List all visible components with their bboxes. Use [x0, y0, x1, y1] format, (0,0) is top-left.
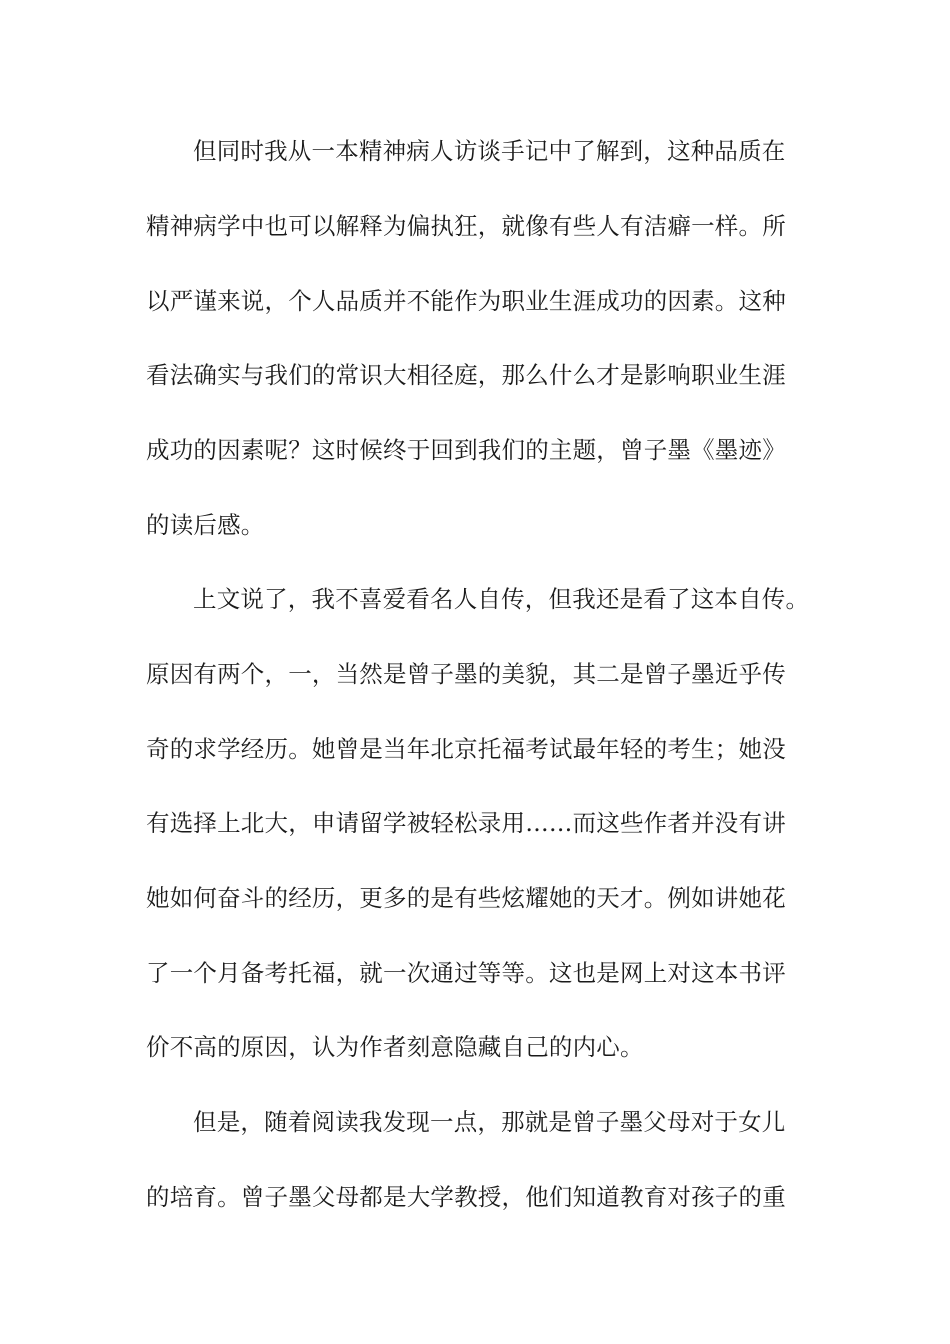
paragraph-1-line-4: 看法确实与我们的常识大相径庭，那么什么才是影响职业生涯	[146, 361, 786, 389]
paragraph-2-line-7: 价不高的原因，认为作者刻意隐藏自己的内心。	[146, 1033, 644, 1061]
paragraph-2-line-6: 了一个月备考托福，就一次通过等等。这也是网上对这本书评	[146, 959, 786, 987]
paragraph-1-line-3: 以严谨来说，个人品质并不能作为职业生涯成功的因素。这种	[146, 287, 786, 315]
paragraph-1-line-5: 成功的因素呢？这时候终于回到我们的主题，曾子墨《墨迹》	[146, 436, 786, 464]
paragraph-2-line-4: 有选择上北大，申请留学被轻松录用……而这些作者并没有讲	[146, 809, 786, 837]
paragraph-2-line-2: 原因有两个，一，当然是曾子墨的美貌，其二是曾子墨近乎传	[146, 660, 786, 688]
paragraph-3-line-2: 的培育。曾子墨父母都是大学教授，他们知道教育对孩子的重	[146, 1183, 786, 1211]
paragraph-1-line-2: 精神病学中也可以解释为偏执狂，就像有些人有洁癖一样。所	[146, 212, 786, 240]
paragraph-1-line-6: 的读后感。	[146, 511, 265, 539]
paragraph-3-line-1: 但是，随着阅读我发现一点，那就是曾子墨父母对于女儿	[193, 1108, 786, 1136]
paragraph-1-line-1: 但同时我从一本精神病人访谈手记中了解到，这种品质在	[193, 137, 786, 165]
paragraph-2-line-3: 奇的求学经历。她曾是当年北京托福考试最年轻的考生；她没	[146, 735, 786, 763]
paragraph-2-line-5: 她如何奋斗的经历，更多的是有些炫耀她的天才。例如讲她花	[146, 884, 786, 912]
paragraph-2-line-1: 上文说了，我不喜爱看名人自传，但我还是看了这本自传。	[193, 585, 810, 613]
